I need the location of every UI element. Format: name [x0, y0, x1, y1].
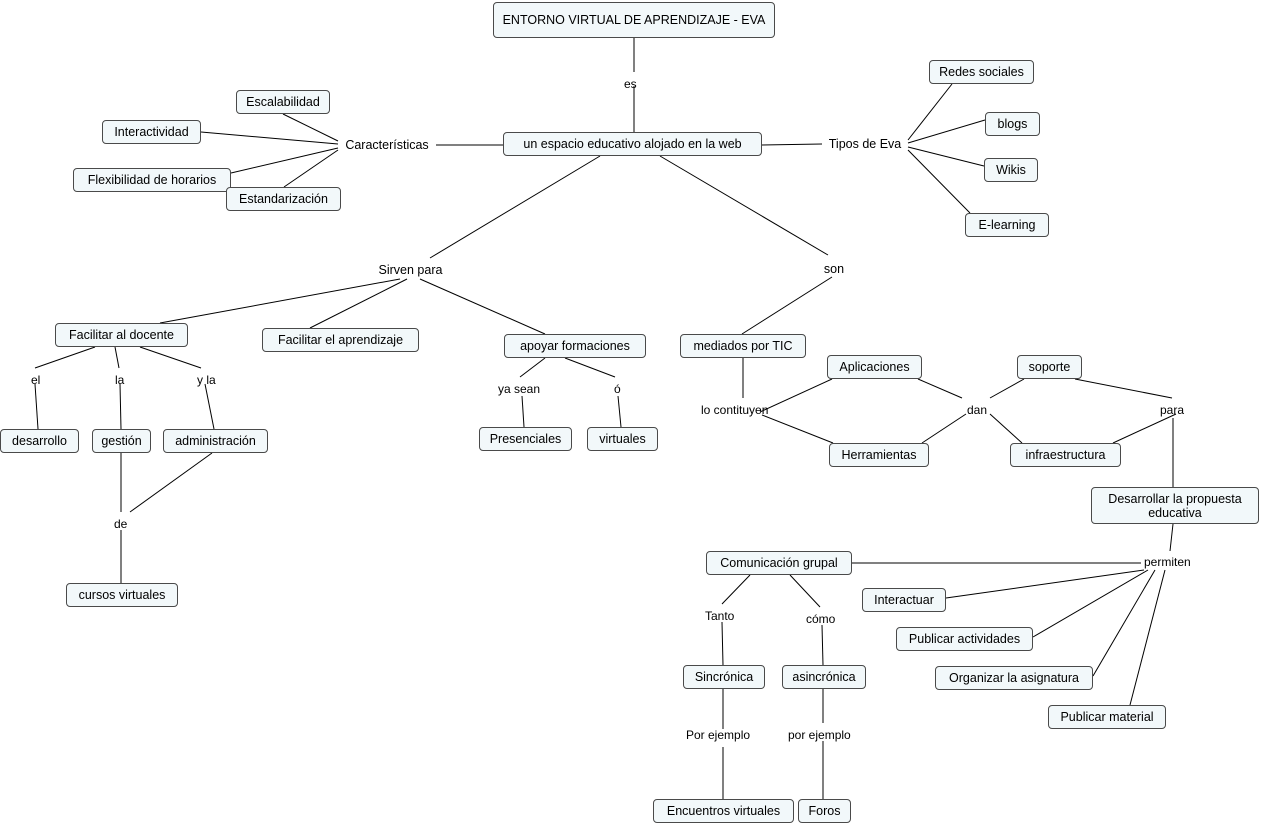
node-label: Sincrónica: [694, 670, 754, 684]
node-label: Redes sociales: [939, 65, 1024, 79]
node-foros[interactable]: [798, 799, 851, 823]
node-label: Estandarización: [239, 192, 328, 206]
link-label-lo-constituyen: [701, 404, 768, 417]
node-label: Comunicación grupal: [720, 556, 838, 570]
node-label: infraestructura: [1025, 448, 1106, 462]
node-herramientas[interactable]: [829, 443, 929, 467]
link-label-para: [1160, 404, 1184, 417]
link-label-text: lo contituyen: [701, 403, 769, 417]
link-label-text: permiten: [1144, 555, 1191, 569]
link-label-tanto: [705, 610, 734, 623]
node-presenciales[interactable]: [479, 427, 572, 451]
node-desarrollar-la-propuesta-educativa[interactable]: [1091, 487, 1259, 524]
node-label: Flexibilidad de horarios: [87, 173, 217, 187]
link-label-text: dan: [967, 403, 988, 417]
link-label-ya-sean: [498, 383, 540, 396]
node-soporte[interactable]: [1017, 355, 1082, 379]
node-label: mediados por TIC: [693, 339, 793, 353]
node-sincronica[interactable]: [683, 665, 765, 689]
node-label: cursos virtuales: [78, 588, 166, 602]
link-label-text: ó: [614, 382, 621, 396]
link-label-es: [624, 78, 637, 91]
node-label: E-learning: [978, 218, 1036, 232]
link-label-y-la: [197, 374, 216, 387]
node-organizar-la-asignatura[interactable]: [935, 666, 1093, 690]
node-label: Desarrollar la propuesta educativa: [1108, 491, 1242, 520]
link-label-text: para: [1160, 403, 1185, 417]
link-label-text: es: [624, 77, 637, 91]
node-cursos-virtuales[interactable]: [66, 583, 178, 607]
node-blogs[interactable]: [985, 112, 1040, 136]
node-label: Interactividad: [114, 125, 189, 139]
node-eva[interactable]: [493, 2, 775, 38]
node-label: Publicar material: [1060, 710, 1154, 724]
link-label-por-ejemplo-sincronica: [686, 729, 750, 742]
node-label: Escalabilidad: [246, 95, 320, 109]
node-label: blogs: [997, 117, 1028, 131]
node-label: Foros: [808, 804, 841, 818]
node-facilitar-al-docente[interactable]: [55, 323, 188, 347]
link-label-dan: [967, 404, 987, 417]
node-espacio-educativo[interactable]: [503, 132, 762, 156]
node-interactuar[interactable]: [862, 588, 946, 612]
node-label: Interactuar: [874, 593, 934, 607]
node-label: Wikis: [996, 163, 1026, 177]
node-label: desarrollo: [12, 434, 67, 448]
node-publicar-actividades[interactable]: [896, 627, 1033, 651]
node-administracion[interactable]: [163, 429, 268, 453]
node-apoyar-formaciones[interactable]: [504, 334, 646, 358]
link-label-text: la: [115, 373, 125, 387]
link-label-por-ejemplo-asincronica: [788, 729, 851, 742]
link-label-o: [614, 383, 621, 396]
node-label: Facilitar el aprendizaje: [277, 333, 404, 347]
node-desarrollo[interactable]: [0, 429, 79, 453]
node-gestion[interactable]: [92, 429, 151, 453]
node-label: virtuales: [599, 432, 646, 446]
node-tipos-de-eva[interactable]: [822, 135, 908, 153]
link-label-text: y la: [197, 373, 216, 387]
node-estandarizacion[interactable]: [226, 187, 341, 211]
link-label-text: cómo: [806, 612, 836, 626]
node-label: Presenciales: [489, 432, 562, 446]
node-redes-sociales[interactable]: [929, 60, 1034, 84]
node-label: Tipos de Eva: [828, 137, 902, 151]
node-label: son: [823, 262, 845, 276]
node-sirven-para[interactable]: [373, 261, 448, 279]
node-label: Características: [345, 138, 429, 152]
node-label: soporte: [1028, 360, 1071, 374]
node-label: Encuentros virtuales: [666, 804, 781, 818]
node-label: asincrónica: [792, 670, 856, 684]
link-label-text: por ejemplo: [788, 728, 851, 742]
link-label-como: [806, 613, 835, 626]
node-caracteristicas[interactable]: [338, 136, 436, 154]
node-label: apoyar formaciones: [520, 339, 630, 353]
node-label: Facilitar al docente: [69, 328, 174, 342]
node-publicar-material[interactable]: [1048, 705, 1166, 729]
node-interactividad[interactable]: [102, 120, 201, 144]
link-label-text: el: [31, 373, 41, 387]
link-label-el: [31, 374, 40, 387]
node-mediados-por-tic[interactable]: [680, 334, 806, 358]
node-son[interactable]: [820, 261, 848, 277]
link-label-text: de: [114, 517, 128, 531]
node-comunicacion-grupal[interactable]: [706, 551, 852, 575]
node-label: gestión: [101, 434, 142, 448]
node-encuentros-virtuales[interactable]: [653, 799, 794, 823]
node-wikis[interactable]: [984, 158, 1038, 182]
node-label: Herramientas: [841, 448, 917, 462]
node-label: ENTORNO VIRTUAL DE APRENDIZAJE - EVA: [502, 13, 766, 27]
node-label: Publicar actividades: [908, 632, 1021, 646]
link-label-de: [114, 518, 127, 531]
node-infraestructura[interactable]: [1010, 443, 1121, 467]
link-label-text: Por ejemplo: [686, 728, 751, 742]
link-label-text: ya sean: [498, 382, 541, 396]
node-label: un espacio educativo alojado en la web: [523, 137, 742, 151]
node-label: administración: [175, 434, 256, 448]
node-facilitar-el-aprendizaje[interactable]: [262, 328, 419, 352]
node-label: Organizar la asignatura: [949, 671, 1079, 685]
node-e-learning[interactable]: [965, 213, 1049, 237]
node-flexibilidad-de-horarios[interactable]: [73, 168, 231, 192]
node-virtuales[interactable]: [587, 427, 658, 451]
node-aplicaciones[interactable]: [827, 355, 922, 379]
link-label-la: [115, 374, 124, 387]
node-label: Sirven para: [378, 263, 443, 277]
link-label-text: Tanto: [705, 609, 735, 623]
node-label: Aplicaciones: [839, 360, 910, 374]
node-escalabilidad[interactable]: [236, 90, 330, 114]
node-asincronica[interactable]: [782, 665, 866, 689]
link-label-permiten: [1144, 556, 1191, 569]
